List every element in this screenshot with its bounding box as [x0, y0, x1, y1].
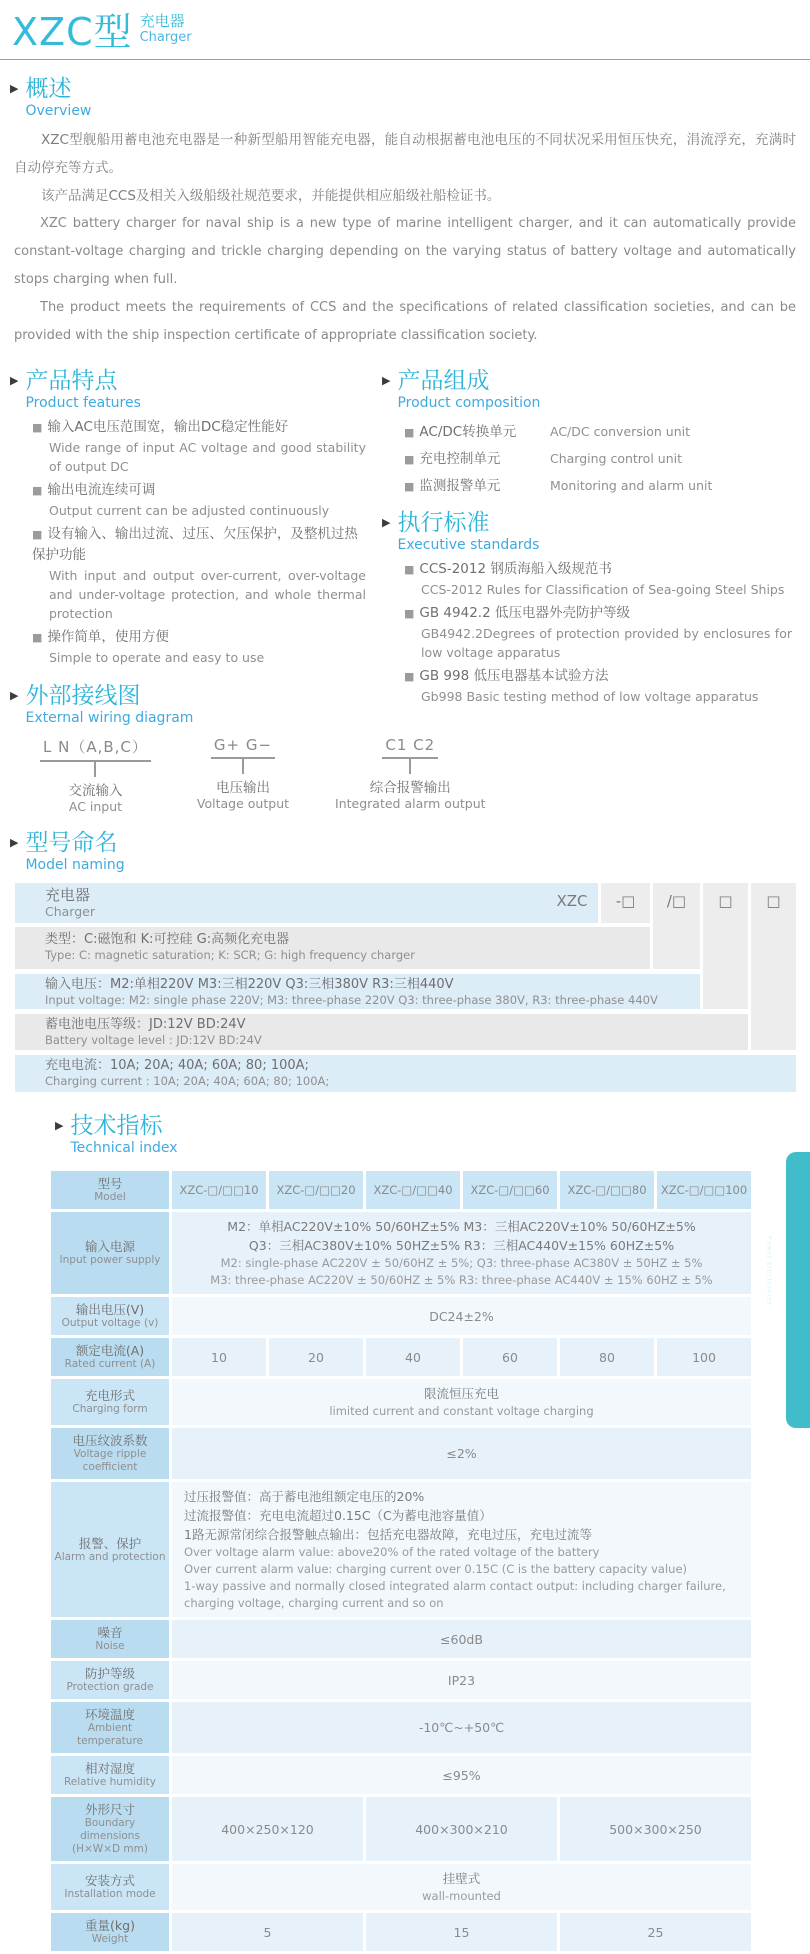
rated-current-cell: 10 — [172, 1338, 266, 1376]
row-label-rated-current: 额定电流(A) Rated current (A) — [51, 1338, 169, 1376]
square-bullet-icon: ■ — [404, 607, 415, 620]
tech-heading-text — [70, 1113, 177, 1158]
row-label-dimensions: 外形尺寸 Boundary dimensions (H×W×D mm) — [51, 1797, 169, 1861]
triangle-icon: ▶ — [10, 82, 19, 95]
rated-current-cell: 40 — [366, 1338, 460, 1376]
model-cell: XZC-□/□□40 — [366, 1171, 460, 1209]
terminal-label: G+ G− — [211, 736, 275, 759]
naming-row-charging-current — [15, 1055, 796, 1092]
wiring-title-cn: 外部接线图 — [25, 683, 141, 709]
terminal-tick-line — [409, 759, 411, 774]
product-name-cn: 充电器 — [139, 12, 185, 30]
row-label-noise: 噪音 Noise — [51, 1620, 169, 1658]
series-side-tab — [750, 1152, 810, 1428]
square-bullet-icon: ■ — [32, 528, 43, 541]
terminal-label: C1 C2 — [382, 736, 438, 759]
overview-paragraph-en-2: The product meets the requirements of CCS and the specifications of related classification societies, and can be provided with the ship inspection certificate of appropriate classification society. — [14, 300, 796, 343]
features-title-en: Product features — [25, 395, 141, 411]
row-label-humidity: 相对湿度 Relative humidity — [51, 1756, 169, 1794]
naming-row-en: Battery voltage level : JD:12V BD:24V — [45, 1033, 262, 1047]
terminal-label: L N（A,B,C） — [40, 736, 151, 762]
square-bullet-icon: ■ — [32, 484, 43, 497]
composition-title-cn: 产品组成 — [397, 368, 490, 394]
table-row-dimensions — [51, 1797, 751, 1861]
feature-cn: 输入AC电压范围宽，输出DC稳定性能好 — [47, 419, 289, 435]
naming-base-cn: 充电器 — [45, 886, 91, 904]
dimensions-cell: 400×250×120 — [172, 1797, 363, 1861]
model-code-part3: □ — [718, 892, 733, 910]
feature-en: Output current can be adjusted continuously — [49, 503, 330, 518]
composition-item — [404, 420, 798, 440]
section-standards-heading — [382, 510, 798, 555]
page-header — [0, 0, 810, 52]
terminal-caption-cn: 电压输出 — [215, 780, 270, 796]
overview-heading-text — [25, 76, 91, 121]
features-heading-text — [25, 368, 140, 413]
output-voltage-cell: DC24±2% — [172, 1297, 751, 1335]
section-overview-heading — [10, 76, 810, 121]
side-tab-label-cn: 电子电力系列 — [750, 1236, 766, 1344]
terminal-caption-en: Voltage output — [196, 796, 290, 811]
table-row-noise — [51, 1620, 751, 1658]
naming-row-en: Charging current : 10A; 20A; 40A; 60A; 80; 100A; — [45, 1074, 330, 1088]
standard-cn: CCS-2012 钢质海船入级规范书 — [419, 561, 612, 577]
ripple-cell: ≤2% — [172, 1428, 751, 1479]
table-row-rated-current — [51, 1338, 751, 1376]
rated-current-cell: 20 — [269, 1338, 363, 1376]
row-label-installation: 安装方式 Installation mode — [51, 1864, 169, 1910]
naming-title-en: Model naming — [25, 857, 125, 873]
section-tech-heading — [55, 1113, 810, 1158]
header-divider — [0, 59, 810, 60]
standard-item — [404, 666, 792, 706]
square-bullet-icon: ■ — [404, 426, 415, 439]
naming-base-en: Charger — [45, 904, 95, 919]
protection-grade-cell: IP23 — [172, 1661, 751, 1699]
side-tab-label-en: Power Electronics — [765, 1236, 773, 1306]
table-row-charging-form — [51, 1379, 751, 1425]
naming-row-charger — [15, 883, 598, 923]
row-label-ripple: 电压纹波系数 Voltage ripple coefficient — [51, 1428, 169, 1479]
composition-en: AC/DC conversion unit — [550, 424, 691, 439]
naming-row-cn: 类型：C:磁饱和 K:可控硅 G:高频化充电器 — [45, 932, 290, 947]
square-bullet-icon: ■ — [404, 563, 415, 576]
naming-row-battery-voltage — [15, 1014, 748, 1050]
humidity-cell: ≤95% — [172, 1756, 751, 1794]
terminal-caption-cn: 综合报警输出 — [369, 780, 451, 796]
wiring-terminal-group — [197, 736, 289, 814]
alarm-cell: 过压报警值：高于蓄电池组额定电压的20% 过流报警值：充电电流超过0.15C（C为蓄电池容量值） 1路无源常闭综合报警触点输出：包括充电器故障，充电过压，充电过流等 Over voltage alarm value: above20% of the rated voltage of the battery Over current alarm value: charging current over 0.15C (C is the battery capacity value) 1-way passive and normally closed integrated alarm contact output: including charger failure, charging voltage, charging current and so on — [172, 1482, 751, 1617]
table-row-ripple — [51, 1428, 751, 1479]
triangle-icon: ▶ — [382, 374, 391, 387]
section-features-heading — [10, 368, 372, 413]
table-row-alarm — [51, 1482, 751, 1617]
overview-title-cn: 概述 — [25, 76, 72, 102]
terminal-caption-cn: 交流输入 — [68, 783, 123, 799]
right-column — [372, 352, 810, 728]
standard-item — [404, 603, 792, 662]
composition-heading-text — [397, 368, 540, 413]
standard-item — [404, 559, 792, 599]
row-label-output-voltage: 输出电压(V) Output voltage (v) — [51, 1297, 169, 1335]
table-row-humidity — [51, 1756, 751, 1794]
standards-title-en: Executive standards — [397, 537, 540, 553]
table-row-model — [51, 1171, 751, 1209]
feature-en: Wide range of input AC voltage and good stability of output DC — [49, 440, 366, 474]
model-code-part4: □ — [766, 892, 781, 910]
row-label-ambient: 环境温度 Ambient temperature — [51, 1702, 169, 1753]
square-bullet-icon: ■ — [32, 421, 43, 434]
table-row-protection — [51, 1661, 751, 1699]
model-naming-ladder — [15, 883, 797, 1097]
square-bullet-icon: ■ — [32, 631, 43, 644]
feature-en: With input and output over-current, over-voltage and under-voltage protection, and whole thermal protection — [49, 568, 366, 621]
standards-heading-text — [397, 510, 539, 555]
table-row-ambient — [51, 1702, 751, 1753]
composition-cn: AC/DC转换单元 — [419, 424, 517, 440]
two-column-area — [0, 352, 810, 728]
naming-row-en: Input voltage: M2: single phase 220V; M3: three-phase 220V Q3: three-phase 380V, R3: three-phase 440V — [45, 993, 658, 1007]
page-title: XZC型 — [12, 10, 133, 54]
product-name-en: Charger — [139, 30, 192, 45]
dimensions-cell: 500×300×250 — [560, 1797, 751, 1861]
external-wiring-diagram — [40, 736, 810, 814]
rated-current-cell: 100 — [657, 1338, 751, 1376]
noise-cell: ≤60dB — [172, 1620, 751, 1658]
row-label-alarm: 报警、保护 Alarm and protection — [51, 1482, 169, 1617]
model-code-part1: -□ — [615, 892, 636, 910]
weight-cell: 25 — [560, 1913, 751, 1951]
naming-heading-text — [25, 830, 124, 875]
features-title-cn: 产品特点 — [25, 368, 118, 394]
feature-cn: 设有输入、输出过流、过压、欠压保护，及整机过热保护功能 — [32, 526, 358, 563]
table-row-installation — [51, 1864, 751, 1910]
naming-row-input-voltage — [15, 974, 700, 1009]
technical-index-table — [48, 1168, 754, 1954]
model-cell: XZC-□/□□10 — [172, 1171, 266, 1209]
terminal-caption-en: Integrated alarm output — [335, 796, 486, 811]
square-bullet-icon: ■ — [404, 480, 415, 493]
naming-row-type — [15, 927, 650, 969]
weight-cell: 15 — [366, 1913, 557, 1951]
table-row-input-power — [51, 1212, 751, 1294]
triangle-icon: ▶ — [10, 836, 19, 849]
ambient-temperature-cell: -10℃~+50℃ — [172, 1702, 751, 1753]
naming-title-cn: 型号命名 — [25, 830, 118, 856]
tech-title-en: Technical index — [70, 1140, 178, 1156]
page-subtitle — [140, 12, 192, 45]
feature-cn: 操作简单，使用方便 — [47, 629, 169, 645]
terminal-tick-line — [242, 759, 244, 774]
table-row-output-voltage — [51, 1297, 751, 1335]
row-label-weight: 重量(kg) Weight — [51, 1913, 169, 1951]
feature-cn: 输出电流连续可调 — [47, 482, 156, 498]
row-label-input-power: 输入电源 Input power supply — [51, 1212, 169, 1294]
section-wiring-heading — [10, 683, 372, 728]
model-code-prefix: XZC — [556, 892, 588, 910]
standard-en: Gb998 Basic testing method of low voltage apparatus — [421, 689, 759, 704]
square-bullet-icon: ■ — [404, 453, 415, 466]
overview-title-en: Overview — [25, 103, 92, 119]
model-cell: XZC-□/□□60 — [463, 1171, 557, 1209]
standard-en: CCS-2012 Rules for Classification of Sea-going Steel Ships — [421, 582, 785, 597]
overview-paragraph-cn-2: 该产品满足CCS及相关入级船级社规范要求，并能提供相应船级社船检证书。 — [41, 188, 501, 204]
triangle-icon: ▶ — [10, 689, 19, 702]
composition-title-en: Product composition — [397, 395, 541, 411]
naming-row-en: Type: C: magnetic saturation; K: SCR; G: high frequency charger — [45, 948, 415, 962]
square-bullet-icon: ■ — [404, 670, 415, 683]
naming-row-cn: 充电电流：10A; 20A; 40A; 60A; 80; 100A; — [45, 1058, 309, 1073]
wiring-terminal-group — [335, 736, 486, 814]
composition-cn: 监测报警单元 — [419, 478, 501, 494]
terminal-caption-en: AC input — [68, 799, 123, 814]
rated-current-cell: 80 — [560, 1338, 654, 1376]
feature-item — [32, 480, 366, 520]
feature-item — [32, 627, 366, 667]
triangle-icon: ▶ — [382, 516, 391, 529]
table-row-weight — [51, 1913, 751, 1951]
composition-en: Charging control unit — [550, 451, 682, 466]
composition-item — [404, 474, 798, 494]
dimensions-cell: 400×300×210 — [366, 1797, 557, 1861]
section-naming-heading — [10, 830, 810, 875]
triangle-icon: ▶ — [10, 374, 19, 387]
model-cell: XZC-□/□□80 — [560, 1171, 654, 1209]
installation-cell: 挂壁式 wall-mounted — [172, 1864, 751, 1910]
model-code-part2: /□ — [666, 892, 687, 910]
triangle-icon: ▶ — [55, 1119, 64, 1132]
standard-cn: GB 4942.2 低压电器外壳防护等级 — [419, 605, 630, 621]
wiring-heading-text — [25, 683, 193, 728]
standard-en: GB4942.2Degrees of protection provided by enclosures for low voltage apparatus — [421, 626, 792, 660]
wiring-terminal-group — [40, 736, 151, 814]
standards-title-cn: 执行标准 — [397, 510, 490, 536]
feature-item — [32, 524, 366, 623]
overview-paragraph-en-1: XZC battery charger for naval ship is a new type of marine intelligent charger, and it can automatically provide constant-voltage charging and trickle charging depending on the varying status of battery voltage and automatically stops charging when full. — [14, 216, 796, 287]
feature-item — [32, 417, 366, 476]
row-label-charging-form: 充电形式 Charging form — [51, 1379, 169, 1425]
feature-en: Simple to operate and easy to use — [49, 650, 265, 665]
composition-item — [404, 447, 798, 467]
naming-row-cn: 蓄电池电压等级：JD:12V BD:24V — [45, 1017, 246, 1032]
row-label-protection: 防护等级 Protection grade — [51, 1661, 169, 1699]
standard-cn: GB 998 低压电器基本试验方法 — [419, 668, 609, 684]
rated-current-cell: 60 — [463, 1338, 557, 1376]
overview-paragraphs — [14, 126, 796, 350]
tech-title-cn: 技术指标 — [70, 1113, 163, 1139]
model-cell: XZC-□/□□20 — [269, 1171, 363, 1209]
section-composition-heading — [382, 368, 798, 413]
wiring-title-en: External wiring diagram — [25, 710, 194, 726]
model-cell: XZC-□/□□100 — [657, 1171, 751, 1209]
composition-en: Monitoring and alarm unit — [550, 478, 713, 493]
left-column — [0, 352, 372, 728]
overview-paragraph-cn-1: XZC型舰船用蓄电池充电器是一种新型船用智能充电器，能自动根据蓄电池电压的不同状况采用恒压快充，涓流浮充，充满时自动停充等方式。 — [14, 132, 796, 176]
weight-cell: 5 — [172, 1913, 363, 1951]
naming-row-cn: 输入电压：M2:单相220V M3:三相220V Q3:三相380V R3:三相440V — [45, 977, 454, 992]
input-power-cell: M2：单相AC220V±10% 50/60HZ±5% M3：三相AC220V±10% 50/60HZ±5% Q3：三相AC380V±10% 50HZ±5% R3：三相AC440V±15% 60HZ±5% M2: single-phase AC220V ± 50/60HZ ± 5%; Q3: three-phase AC380V ± 50HZ ± 5% M3: three-phase AC220V ± 50/60HZ ± 5% R3: three-phase AC440V ± 15% 60HZ ± 5% — [172, 1212, 751, 1294]
charging-form-cell: 限流恒压充电 limited current and constant voltage charging — [172, 1379, 751, 1425]
composition-cn: 充电控制单元 — [419, 451, 501, 467]
row-label-model: 型号 Model — [51, 1171, 169, 1209]
terminal-tick-line — [94, 762, 96, 777]
